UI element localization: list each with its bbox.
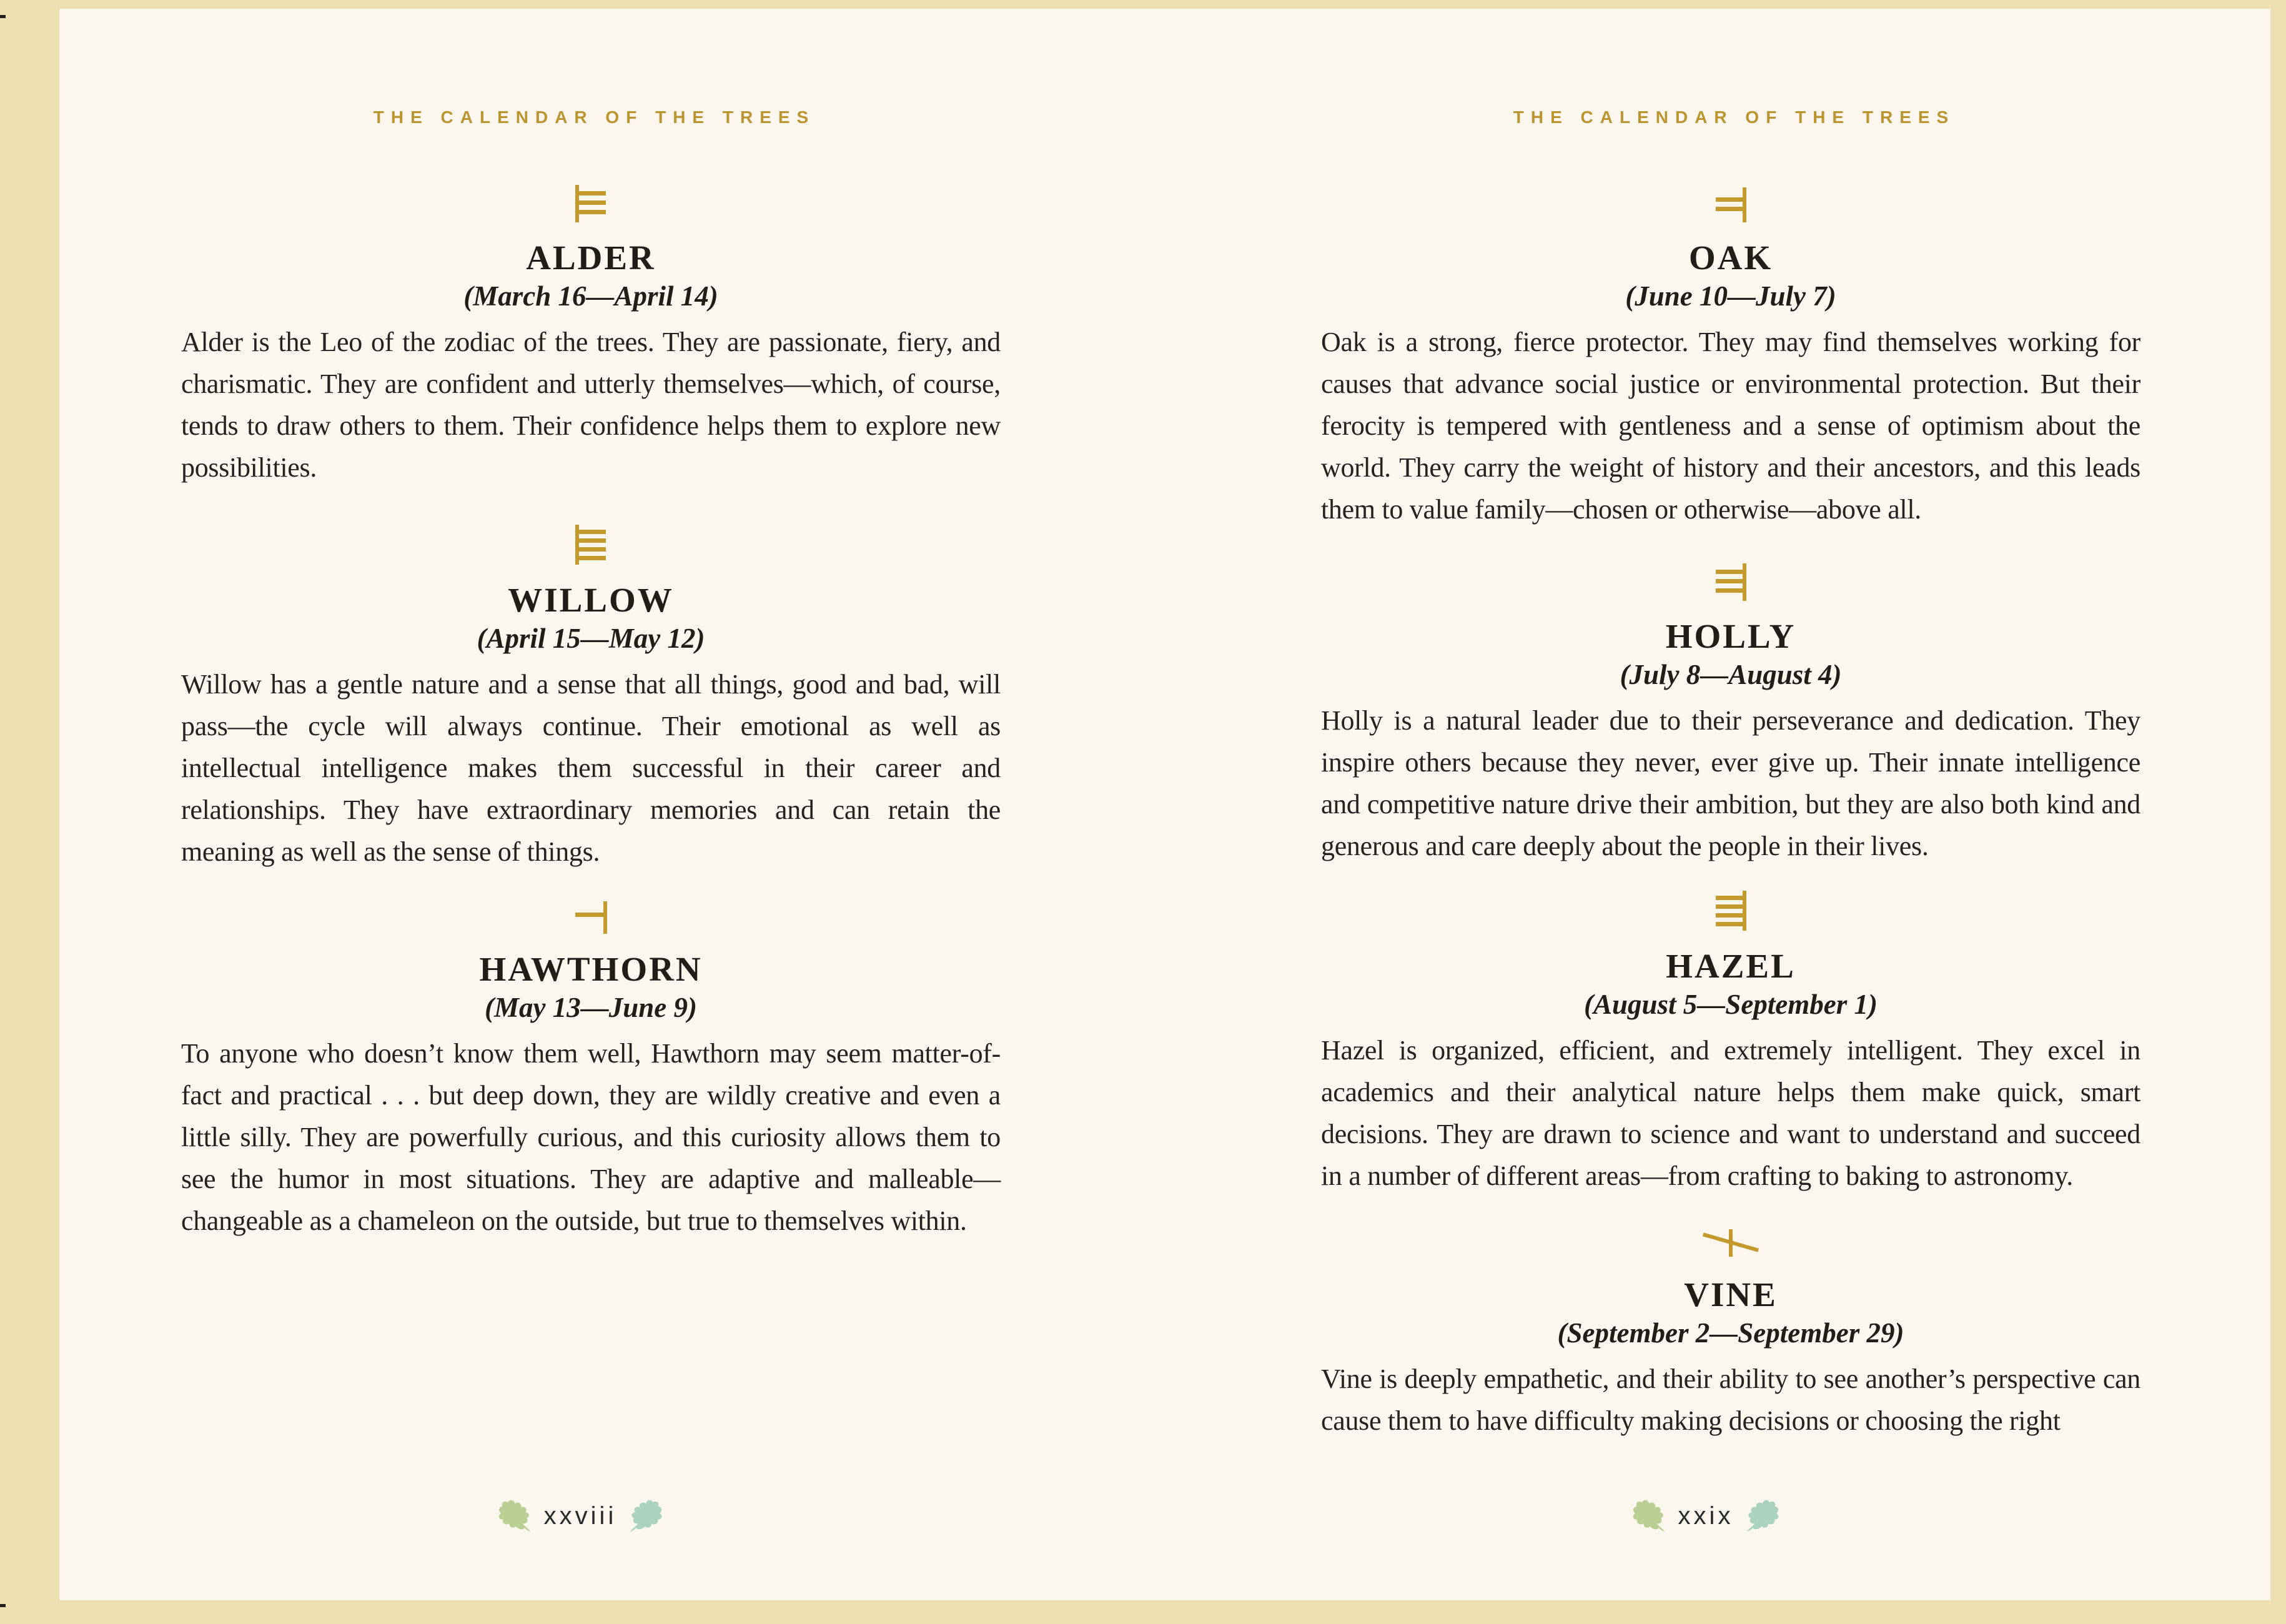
- tree-dates: (August 5—September 1): [1583, 989, 1878, 1020]
- running-head: THE CALENDAR OF THE TREES: [373, 107, 816, 127]
- holly-ogham-icon: [1321, 563, 2140, 601]
- tree-dates: (June 10—July 7): [1625, 280, 1836, 312]
- tree-dates: (April 15—May 12): [477, 623, 705, 654]
- tree-name: WILLOW: [508, 581, 674, 619]
- section-hazel: [1321, 891, 2140, 1197]
- tree-name: VINE: [1684, 1275, 1778, 1314]
- page-number: xxix: [1678, 1502, 1734, 1530]
- tree-description: Vine is deeply empathetic, and their ability to see another’s perspective can cause them to have difficulty making decisions or choosing the right: [1321, 1364, 2140, 1436]
- hawthorn-ogham-icon: [181, 901, 1001, 934]
- section-willow: [181, 525, 1001, 873]
- section-holly: [1321, 563, 2140, 867]
- page-edge-mark: [0, 1604, 6, 1607]
- oak-leaf-icon: [488, 1498, 534, 1534]
- oak-leaf-icon: [1622, 1498, 1668, 1534]
- page-number: xxviii: [543, 1502, 617, 1530]
- running-head: THE CALENDAR OF THE TREES: [1513, 107, 1956, 127]
- tree-description: To anyone who doesn’t know them well, Hawthorn may seem matter-of-fact and practical . . . but deep down, they are wildly creative and even a little silly. They are powerfully curious, and this curiosity allows them to see the humor in most situations. They are adaptive and malleable—changeable as a chameleon on the outside, but true to themselves within.: [181, 1038, 1001, 1236]
- page-edge-mark: [0, 15, 6, 18]
- book-spread: [59, 9, 2270, 1600]
- tree-description: Holly is a natural leader due to their perseverance and dedication. They inspire others because they never, ever give up. Their innate intelligence and competitive nature drive their ambition, but they are also both kind and generous and care deeply about the people in their lives.: [1321, 705, 2140, 861]
- tree-dates: (March 16—April 14): [463, 280, 718, 312]
- tree-dates: (July 8—August 4): [1620, 659, 1842, 690]
- tree-description: Willow has a gentle nature and a sense that all things, good and bad, will pass—the cycle will always continue. Their emotional as well as intellectual intelligence makes them successful in their career and relationships. They have extraordinary memories and can retain the meaning as well as the sense of things.: [181, 669, 1001, 867]
- section-alder: [181, 185, 1001, 488]
- hazel-ogham-icon: [1321, 891, 2140, 931]
- tree-name: ALDER: [526, 239, 656, 277]
- folio-right: [1622, 1498, 1790, 1534]
- tree-name: HOLLY: [1665, 617, 1796, 655]
- holly-leaf-icon: [626, 1498, 673, 1534]
- willow-ogham-icon: [181, 525, 1001, 565]
- section-vine: [1321, 1227, 2140, 1442]
- section-oak: [1321, 187, 2140, 530]
- folio-left: [488, 1498, 673, 1534]
- alder-ogham-icon: [181, 185, 1001, 222]
- oak-ogham-icon: [1321, 187, 2140, 222]
- tree-name: HAZEL: [1666, 947, 1796, 985]
- tree-name: OAK: [1688, 239, 1773, 277]
- holly-leaf-icon: [1743, 1498, 1789, 1534]
- tree-description: Alder is the Leo of the zodiac of the trees. They are passionate, fiery, and charismatic. They are confident and utterly themselves—which, of course, tends to draw others to them. Their confidence helps them to explore new possibilities.: [181, 327, 1001, 483]
- section-hawthorn: [181, 901, 1001, 1242]
- page-left: [181, 9, 1001, 1242]
- tree-dates: (September 2—September 29): [1557, 1317, 1904, 1349]
- page-right: [1321, 9, 2140, 1442]
- tree-dates: (May 13—June 9): [485, 992, 697, 1023]
- tree-description: Oak is a strong, fierce protector. They may find themselves working for causes that advance social justice or environmental protection. But their ferocity is tempered with gentleness and a sense of optimism about the world. They carry the weight of history and their ancestors, and this leads them to value family—chosen or otherwise—above all.: [1321, 327, 2140, 525]
- tree-name: HAWTHORN: [479, 950, 703, 988]
- vine-ogham-icon: [1321, 1227, 2140, 1259]
- tree-description: Hazel is organized, efficient, and extremely intelligent. They excel in academics and their analytical nature helps them make quick, smart decisions. They are drawn to science and want to understand and succeed in a number of different areas—from crafting to baking to astronomy.: [1321, 1035, 2140, 1191]
